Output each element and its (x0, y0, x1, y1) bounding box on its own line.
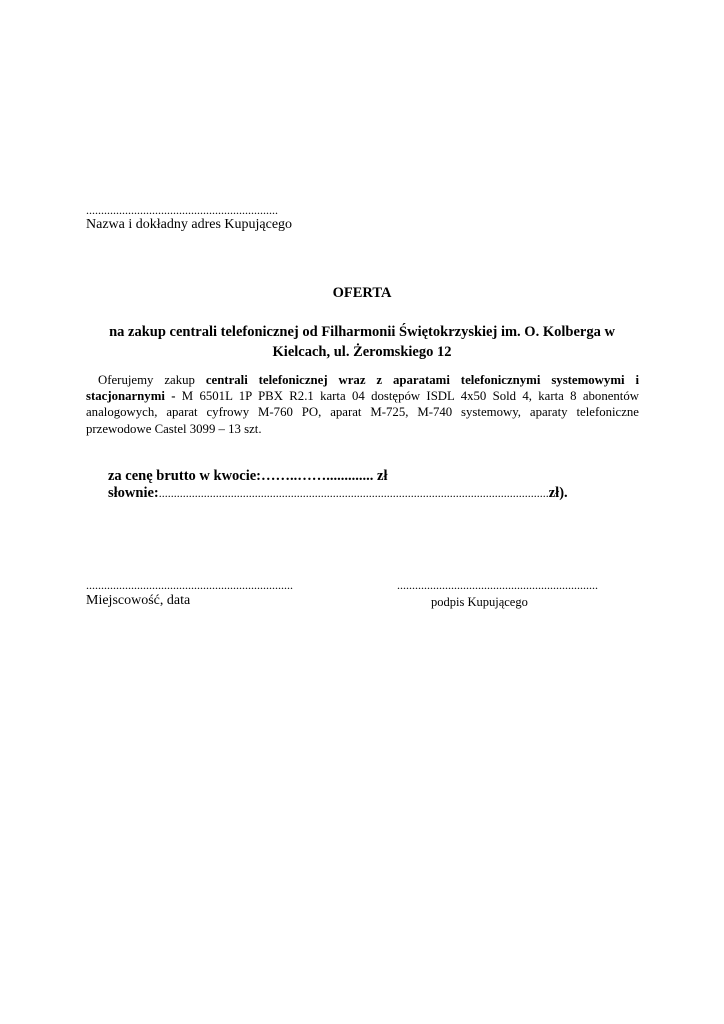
price-words-dots: .................................................................................................................................. (158, 486, 549, 500)
price-words-label: słownie: (108, 485, 159, 501)
price-amount-line: za cenę brutto w kwocie:……..……............. zł (108, 468, 388, 484)
offer-rest: M 6501L 1P PBX R2.1 karta 04 dostępów ISDL 4x50 Sold 4, karta 8 abonentów analogowych, aparat cyfrowy M-760 PO, aparat M-725, M-740 systemowy, aparaty telefoniczne przewodowe Castel 3099 – 13 szt. (86, 389, 639, 436)
price-words-line (108, 485, 638, 502)
price-words-end: zł). (548, 485, 568, 501)
signature-dots: ................................................................... (397, 578, 598, 592)
buyer-name-label: Nazwa i dokładny adres Kupującego (86, 217, 293, 232)
document-subtitle: na zakup centrali telefonicznej od Filharmonii Świętokrzyskiej im. O. Kolberga w Kielcach, ul. Żeromskiego 12 (109, 324, 615, 360)
offer-intro: Oferujemy zakup (98, 373, 195, 387)
place-date-label: Miejscowość, data (86, 593, 191, 608)
offer-paragraph (86, 372, 639, 437)
signature-label: podpis Kupującego (431, 595, 528, 609)
offer-bold-part: centrali telefonicznej wraz z aparatami telefonicznymi systemowymi i stacjonarnymi - (86, 373, 639, 404)
buyer-dots-line: ................................................................ (86, 203, 278, 217)
document-title: OFERTA (332, 285, 392, 301)
place-date-dots: ..................................................................... (86, 578, 293, 592)
